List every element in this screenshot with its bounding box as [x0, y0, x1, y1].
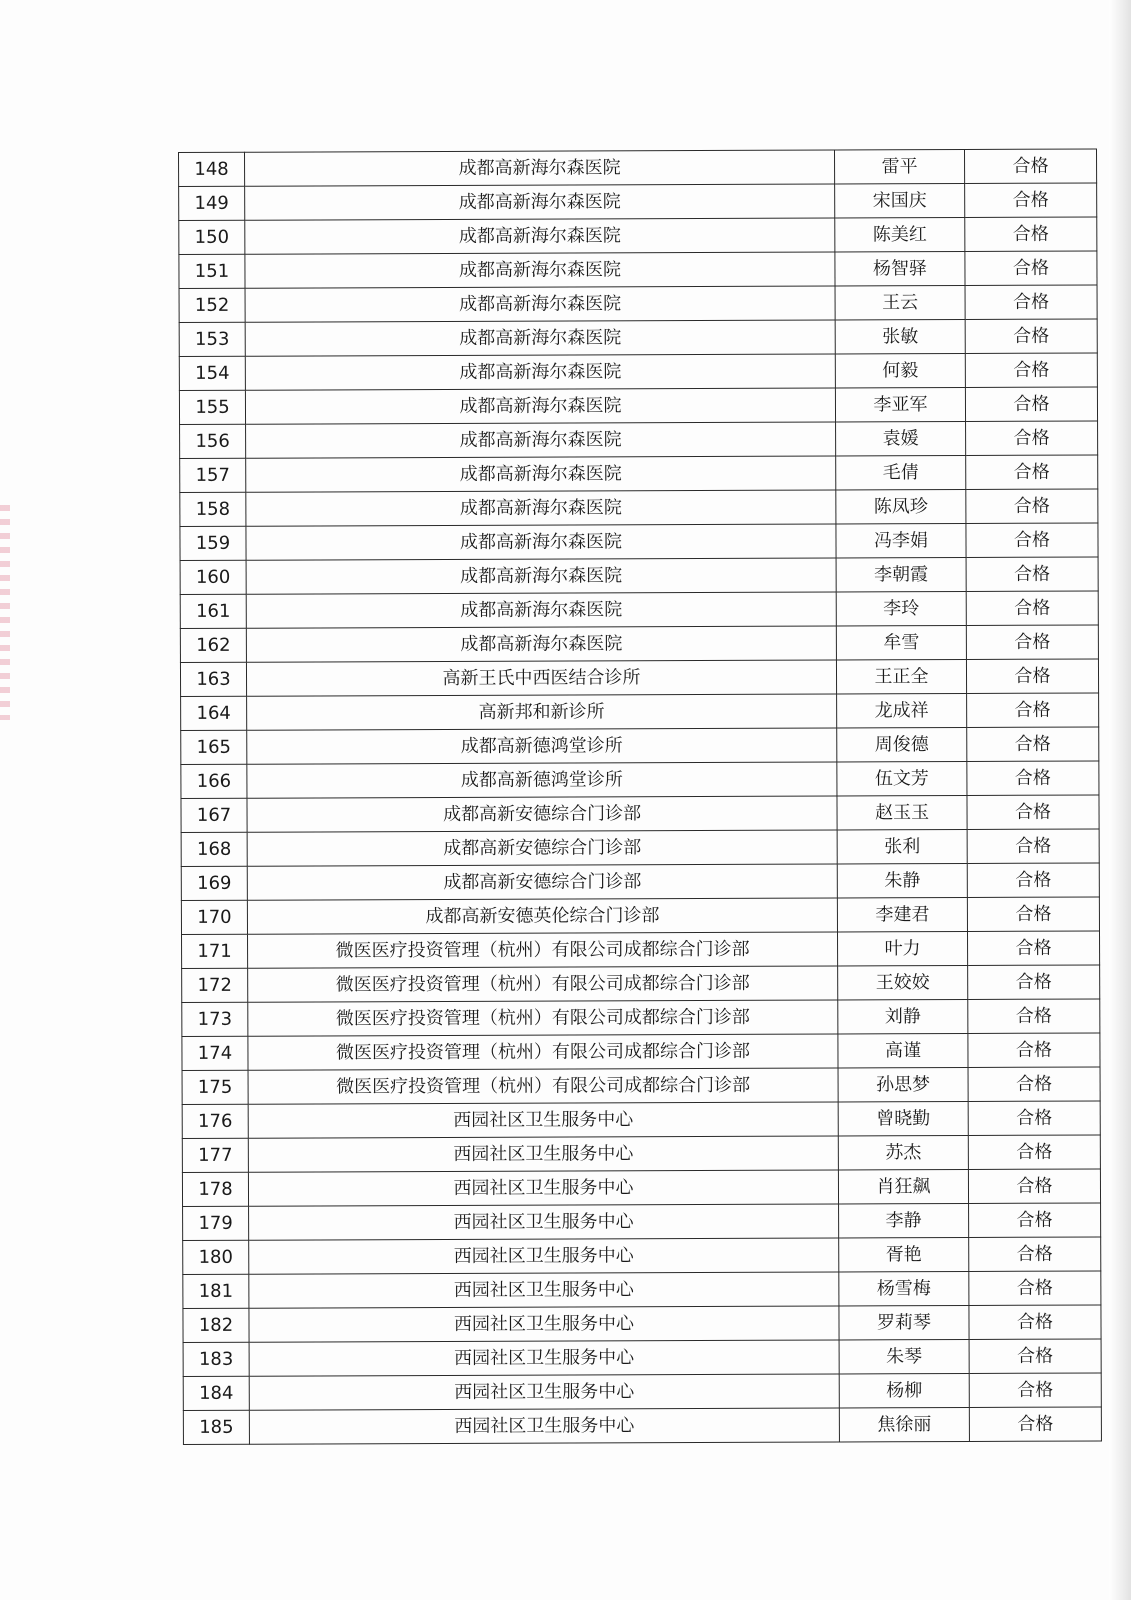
institution-cell: 成都高新海尔森医院: [246, 422, 836, 458]
result-cell: 合格: [967, 727, 1099, 762]
row-number-cell: 165: [181, 730, 247, 764]
person-name-cell: 赵玉玉: [837, 795, 967, 829]
result-cell: 合格: [969, 1271, 1101, 1306]
table-row: [180, 625, 1098, 663]
person-name-cell: 宋国庆: [835, 183, 965, 217]
row-number-cell: 159: [180, 526, 246, 560]
table-row: [182, 1135, 1100, 1173]
result-cell: 合格: [966, 659, 1098, 694]
result-cell: 合格: [965, 285, 1097, 320]
institution-cell: 成都高新安德综合门诊部: [247, 830, 837, 866]
result-cell: 合格: [966, 455, 1098, 490]
person-name-cell: 杨雪梅: [839, 1271, 969, 1305]
result-cell: 合格: [967, 795, 1099, 830]
institution-cell: 西园社区卫生服务中心: [249, 1238, 839, 1274]
result-cell: 合格: [968, 1135, 1100, 1170]
result-cell: 合格: [967, 863, 1099, 898]
institution-cell: 成都高新安德综合门诊部: [247, 796, 837, 832]
person-name-cell: 牟雪: [836, 625, 966, 659]
institution-cell: 成都高新海尔森医院: [245, 286, 835, 322]
institution-cell: 西园社区卫生服务中心: [249, 1408, 839, 1444]
result-cell: 合格: [969, 1305, 1101, 1340]
row-number-cell: 172: [182, 968, 248, 1002]
row-number-cell: 179: [183, 1206, 249, 1240]
institution-cell: 成都高新海尔森医院: [245, 354, 835, 390]
table-row: [180, 489, 1098, 527]
row-number-cell: 182: [183, 1308, 249, 1342]
stamp-bleed-mark: [0, 505, 10, 720]
institution-cell: 高新邦和新诊所: [247, 694, 837, 730]
institution-cell: 成都高新海尔森医院: [245, 184, 835, 220]
table-row: [180, 455, 1098, 493]
table-row: [180, 421, 1098, 459]
person-name-cell: 叶力: [837, 931, 967, 965]
institution-cell: 西园社区卫生服务中心: [249, 1204, 839, 1240]
result-cell: 合格: [968, 1169, 1100, 1204]
institution-cell: 高新王氏中西医结合诊所: [246, 660, 836, 696]
table-row: [180, 557, 1098, 595]
table-row: [183, 1305, 1101, 1343]
institution-cell: 成都高新海尔森医院: [246, 558, 836, 594]
scan-edge-shadow: [1109, 0, 1131, 1600]
person-name-cell: 高谨: [838, 1033, 968, 1067]
person-name-cell: 李朝霞: [836, 557, 966, 591]
person-name-cell: 陈凤珍: [836, 489, 966, 523]
result-cell: 合格: [966, 489, 1098, 524]
person-name-cell: 周俊德: [837, 727, 967, 761]
person-name-cell: 孙思梦: [838, 1067, 968, 1101]
row-number-cell: 150: [179, 220, 245, 254]
result-cell: 合格: [968, 965, 1100, 1000]
row-number-cell: 175: [182, 1070, 248, 1104]
person-name-cell: 李静: [839, 1203, 969, 1237]
result-cell: 合格: [966, 523, 1098, 558]
table-row: [182, 1101, 1100, 1139]
result-cell: 合格: [969, 1373, 1101, 1408]
table-row: [179, 353, 1097, 391]
result-cell: 合格: [968, 1033, 1100, 1068]
row-number-cell: 155: [179, 390, 245, 424]
result-cell: 合格: [967, 693, 1099, 728]
institution-cell: 成都高新海尔森医院: [245, 218, 835, 254]
roster-table: [178, 148, 1102, 1445]
person-name-cell: 肖狂飙: [838, 1169, 968, 1203]
person-name-cell: 冯李娟: [836, 523, 966, 557]
person-name-cell: 王云: [835, 285, 965, 319]
row-number-cell: 178: [182, 1172, 248, 1206]
institution-cell: 成都高新安德英伦综合门诊部: [247, 898, 837, 934]
row-number-cell: 174: [182, 1036, 248, 1070]
row-number-cell: 161: [180, 594, 246, 628]
institution-cell: 成都高新海尔森医院: [245, 150, 835, 186]
institution-cell: 微医医疗投资管理（杭州）有限公司成都综合门诊部: [248, 1068, 838, 1104]
person-name-cell: 何毅: [835, 353, 965, 387]
institution-cell: 西园社区卫生服务中心: [249, 1374, 839, 1410]
table-row: [181, 829, 1099, 867]
row-number-cell: 163: [180, 662, 246, 696]
row-number-cell: 154: [179, 356, 245, 390]
row-number-cell: 169: [181, 866, 247, 900]
roster-table-body: [179, 149, 1102, 1445]
result-cell: 合格: [969, 1203, 1101, 1238]
table-row: [182, 965, 1100, 1003]
institution-cell: 西园社区卫生服务中心: [249, 1340, 839, 1376]
table-row: [183, 1203, 1101, 1241]
row-number-cell: 183: [183, 1342, 249, 1376]
row-number-cell: 167: [181, 798, 247, 832]
institution-cell: 西园社区卫生服务中心: [249, 1272, 839, 1308]
institution-cell: 西园社区卫生服务中心: [249, 1306, 839, 1342]
institution-cell: 微医医疗投资管理（杭州）有限公司成都综合门诊部: [248, 1034, 838, 1070]
result-cell: 合格: [965, 183, 1097, 218]
institution-cell: 微医医疗投资管理（杭州）有限公司成都综合门诊部: [248, 932, 838, 968]
institution-cell: 成都高新海尔森医院: [246, 592, 836, 628]
person-name-cell: 李亚军: [835, 387, 965, 421]
table-row: [182, 1067, 1100, 1105]
row-number-cell: 156: [180, 424, 246, 458]
row-number-cell: 164: [181, 696, 247, 730]
person-name-cell: 杨智驿: [835, 251, 965, 285]
result-cell: 合格: [968, 1067, 1100, 1102]
result-cell: 合格: [966, 591, 1098, 626]
table-row: [183, 1339, 1101, 1377]
institution-cell: 成都高新海尔森医院: [245, 388, 835, 424]
result-cell: 合格: [969, 1407, 1101, 1442]
institution-cell: 微医医疗投资管理（杭州）有限公司成都综合门诊部: [248, 1000, 838, 1036]
result-cell: 合格: [967, 761, 1099, 796]
table-row: [179, 251, 1097, 289]
result-cell: 合格: [965, 251, 1097, 286]
row-number-cell: 151: [179, 254, 245, 288]
table-row: [181, 727, 1099, 765]
person-name-cell: 杨柳: [839, 1373, 969, 1407]
result-cell: 合格: [967, 829, 1099, 864]
result-cell: 合格: [965, 319, 1097, 354]
institution-cell: 西园社区卫生服务中心: [248, 1170, 838, 1206]
result-cell: 合格: [965, 353, 1097, 388]
row-number-cell: 153: [179, 322, 245, 356]
row-number-cell: 176: [182, 1104, 248, 1138]
institution-cell: 西园社区卫生服务中心: [248, 1102, 838, 1138]
row-number-cell: 184: [183, 1376, 249, 1410]
result-cell: 合格: [969, 1237, 1101, 1272]
row-number-cell: 148: [179, 152, 245, 186]
row-number-cell: 181: [183, 1274, 249, 1308]
row-number-cell: 180: [183, 1240, 249, 1274]
person-name-cell: 毛倩: [836, 455, 966, 489]
table-row: [181, 761, 1099, 799]
table-row: [179, 387, 1097, 425]
result-cell: 合格: [965, 387, 1097, 422]
person-name-cell: 陈美红: [835, 217, 965, 251]
row-number-cell: 149: [179, 186, 245, 220]
table-row: [181, 795, 1099, 833]
institution-cell: 成都高新海尔森医院: [246, 524, 836, 560]
person-name-cell: 伍文芳: [837, 761, 967, 795]
person-name-cell: 朱琴: [839, 1339, 969, 1373]
person-name-cell: 王正全: [836, 659, 966, 693]
row-number-cell: 185: [183, 1410, 249, 1444]
row-number-cell: 173: [182, 1002, 248, 1036]
person-name-cell: 李建君: [837, 897, 967, 931]
result-cell: 合格: [967, 931, 1099, 966]
table-row: [183, 1373, 1101, 1411]
institution-cell: 成都高新海尔森医院: [246, 456, 836, 492]
result-cell: 合格: [966, 557, 1098, 592]
table-row: [180, 591, 1098, 629]
institution-cell: 成都高新海尔森医院: [246, 490, 836, 526]
row-number-cell: 171: [182, 934, 248, 968]
institution-cell: 微医医疗投资管理（杭州）有限公司成都综合门诊部: [248, 966, 838, 1002]
institution-cell: 成都高新安德综合门诊部: [247, 864, 837, 900]
result-cell: 合格: [967, 897, 1099, 932]
result-cell: 合格: [969, 1339, 1101, 1374]
table-row: [181, 863, 1099, 901]
result-cell: 合格: [964, 149, 1096, 184]
row-number-cell: 152: [179, 288, 245, 322]
person-name-cell: 袁媛: [836, 421, 966, 455]
table-row: [179, 183, 1097, 221]
person-name-cell: 龙成祥: [837, 693, 967, 727]
institution-cell: 成都高新德鸿堂诊所: [247, 728, 837, 764]
row-number-cell: 177: [182, 1138, 248, 1172]
table-row: [179, 285, 1097, 323]
row-number-cell: 162: [180, 628, 246, 662]
row-number-cell: 170: [181, 900, 247, 934]
result-cell: 合格: [968, 999, 1100, 1034]
institution-cell: 成都高新海尔森医院: [245, 252, 835, 288]
row-number-cell: 157: [180, 458, 246, 492]
table-row: [179, 319, 1097, 357]
institution-cell: 成都高新海尔森医院: [245, 320, 835, 356]
row-number-cell: 158: [180, 492, 246, 526]
person-name-cell: 王姣姣: [838, 965, 968, 999]
table-row: [182, 1033, 1100, 1071]
result-cell: 合格: [965, 217, 1097, 252]
table-row: [182, 999, 1100, 1037]
table-row: [183, 1271, 1101, 1309]
person-name-cell: 刘静: [838, 999, 968, 1033]
table-row: [183, 1237, 1101, 1275]
person-name-cell: 雷平: [834, 149, 964, 183]
table-row: [182, 1169, 1100, 1207]
institution-cell: 成都高新德鸿堂诊所: [247, 762, 837, 798]
row-number-cell: 160: [180, 560, 246, 594]
table-row: [180, 659, 1098, 697]
table-row: [181, 693, 1099, 731]
table-row: [179, 149, 1097, 187]
person-name-cell: 李玲: [836, 591, 966, 625]
person-name-cell: 焦徐丽: [839, 1407, 969, 1441]
person-name-cell: 胥艳: [839, 1237, 969, 1271]
institution-cell: 成都高新海尔森医院: [246, 626, 836, 662]
table-row: [183, 1407, 1101, 1445]
person-name-cell: 张敏: [835, 319, 965, 353]
person-name-cell: 张利: [837, 829, 967, 863]
table-row: [180, 523, 1098, 561]
person-name-cell: 罗莉琴: [839, 1305, 969, 1339]
person-name-cell: 朱静: [837, 863, 967, 897]
result-cell: 合格: [966, 421, 1098, 456]
row-number-cell: 168: [181, 832, 247, 866]
person-name-cell: 苏杰: [838, 1135, 968, 1169]
table-row: [181, 897, 1099, 935]
table-row: [182, 931, 1100, 969]
row-number-cell: 166: [181, 764, 247, 798]
result-cell: 合格: [968, 1101, 1100, 1136]
person-name-cell: 曾晓勤: [838, 1101, 968, 1135]
table-row: [179, 217, 1097, 255]
result-cell: 合格: [966, 625, 1098, 660]
institution-cell: 西园社区卫生服务中心: [248, 1136, 838, 1172]
